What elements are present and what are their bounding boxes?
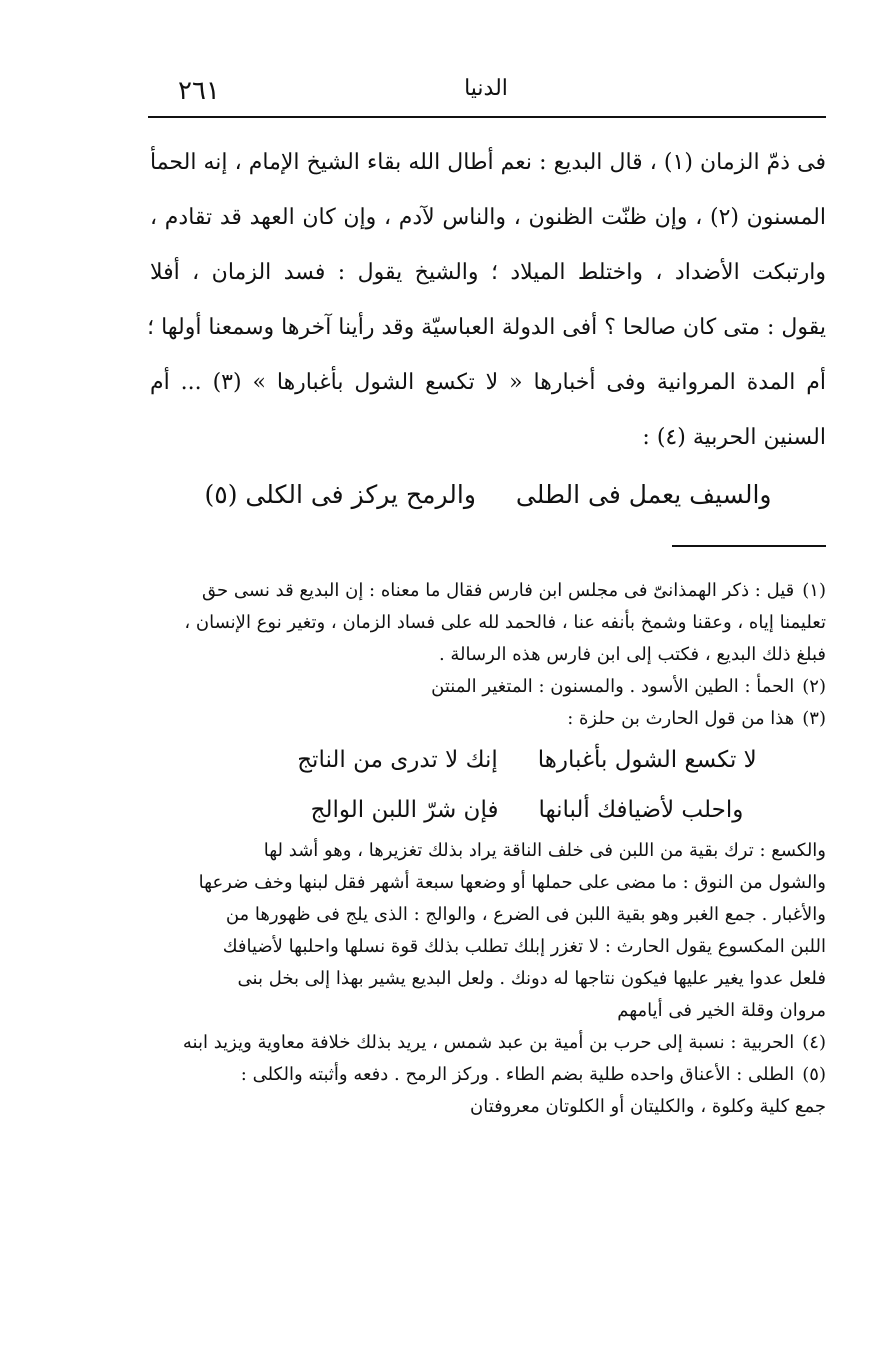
verse-hemistich: واحلب لأضيافك ألبانها: [538, 797, 744, 823]
body-line: المسنون (٢) ، وإن ظنّت الظنون ، والناس لآدم ، وإن كان العهد قد تقادم ،: [150, 205, 826, 230]
footnote-5: (٥)الطلى : الأعناق واحده طلية بضم الطاء . وركز الرمح . دفعه وأثبته والكلى :: [148, 1059, 826, 1091]
body-line: أم المدة المروانية وفى أخبارها « لا تكسع الشول بأغبارها » (٣) ... أم: [150, 370, 826, 395]
footnote-number: (٥): [802, 1064, 826, 1085]
footnote-number: (١): [802, 580, 826, 601]
body-line: فى ذمّ الزمان (١) ، قال البديع : نعم أطال الله بقاء الشيخ الإمام ، إنه الحمأ: [150, 150, 826, 175]
footnote-line: والأغبار . جمع الغبر وهو بقية اللبن فى الضرع ، والوالج : الذى يلج فى ظهورها من: [225, 904, 826, 925]
footnote-3: (٣)هذا من قول الحارث بن حلزة :: [148, 703, 826, 735]
footnote-line: مروان وقلة الخير فى أيامهم: [617, 1000, 826, 1021]
footnote-line: فلعل عدوا يغير عليها فيكون نتاجها له دونك . ولعل البديع يشير بهذا إلى بخل بنى: [237, 968, 826, 989]
footnote-line: والكسع : ترك بقية من اللبن فى خلف الناقة يراد بذلك تغزيرها ، وهو أشد لها: [263, 840, 826, 861]
footnote-line: والشول من النوق : ما مضى على حملها أو وضعها سبعة أشهر فقل لبنها وخف ضرعها: [198, 872, 826, 893]
footnotes: [148, 575, 826, 1123]
footnote-number: (٤): [802, 1032, 826, 1053]
verse-hemistich: إنك لا تدرى من الناتج: [297, 747, 498, 773]
footnote-verse: [148, 785, 826, 835]
verse-hemistich: والرمح يركز فى الكلى (٥): [204, 480, 476, 509]
verse-hemistich: لا تكسع الشول بأغبارها: [537, 747, 757, 773]
footnote-line: جمع كلية وكلوة ، والكليتان أو الكلوتان معروفتان: [470, 1096, 826, 1117]
chapter-title: الدنيا: [464, 76, 508, 101]
body-line: وارتبكت الأضداد ، واختلط الميلاد ؛ والشيخ يقول : فسد الزمان ، أفلا: [150, 260, 826, 285]
running-header: [148, 70, 824, 114]
footnote-line: تعليمنا إياه ، وعقنا وشمخ بأنفه عنا ، فالحمد لله على فساد الزمان ، وتغير نوع الإنسان ،: [184, 612, 826, 633]
body-line: يقول : متى كان صالحا ؟ أفى الدولة العباسيّة وقد رأينا آخرها وسمعنا أولها ؛: [147, 315, 826, 340]
page-number: ٢٦١: [178, 76, 220, 106]
verse-hemistich: فإن شرّ اللبن الوالج: [310, 797, 499, 823]
footnote-line: فبلغ ذلك البديع ، فكتب إلى ابن فارس هذه الرسالة .: [438, 644, 826, 665]
header-rule: [148, 116, 826, 118]
body-line: السنين الحربية (٤) :: [642, 425, 826, 450]
footnote-4: (٤)الحربية : نسبة إلى حرب بن أمية بن عبد شمس ، يريد بذلك خلافة معاوية ويزيد ابنه: [148, 1027, 826, 1059]
footnote-rule: [672, 545, 826, 547]
footnote-1: (١)قيل : ذكر الهمذانىّ فى مجلس ابن فارس فقال ما معناه : إن البديع قد نسى حق: [148, 575, 826, 607]
footnote-2: (٢)الحمأ : الطين الأسود . والمسنون : المتغير المنتن: [148, 671, 826, 703]
verse-line: [150, 465, 826, 525]
footnote-verse: [148, 735, 826, 785]
verse-hemistich: والسيف يعمل فى الطلى: [515, 480, 772, 509]
main-text: [147, 135, 826, 525]
footnote-number: (٣): [802, 708, 826, 729]
footnote-number: (٢): [802, 676, 826, 697]
footnote-line: اللبن المكسوع يقول الحارث : لا تغزر إبلك تطلب بذلك قوة نسلها واحلبها لأضيافك: [222, 936, 826, 957]
